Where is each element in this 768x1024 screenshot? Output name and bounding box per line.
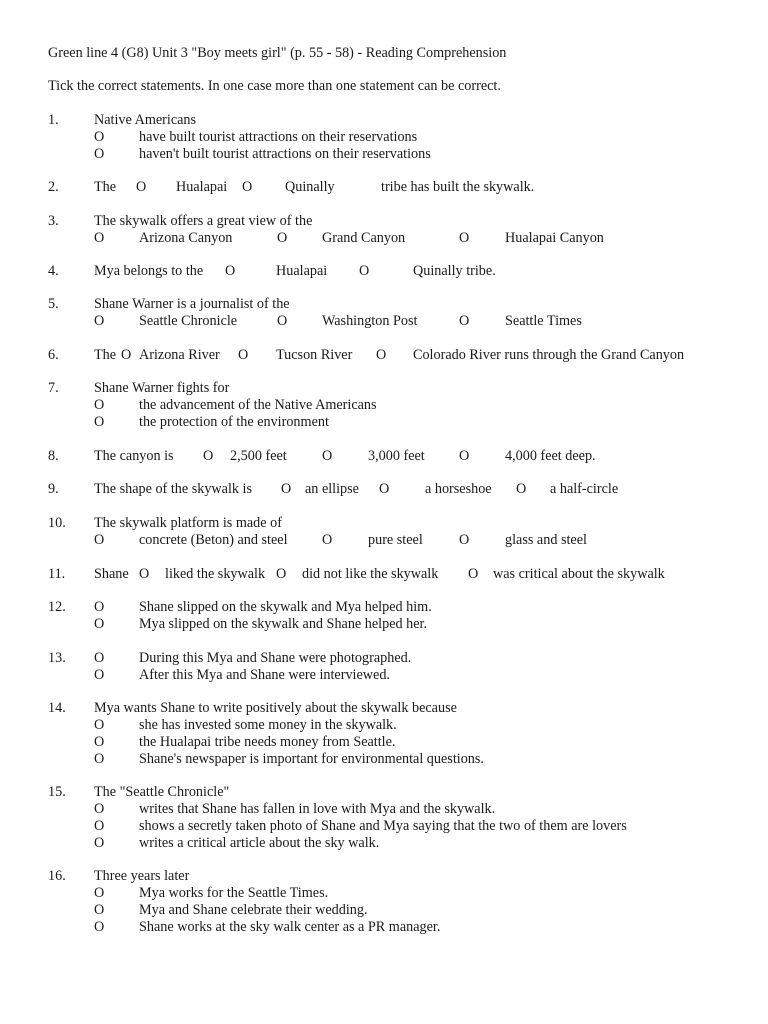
option-circle[interactable]: O: [225, 263, 236, 279]
option-text: Tucson River: [276, 347, 353, 363]
instructions: Tick the correct statements. In one case more than one statement can be correct.: [48, 78, 501, 94]
option-text: Colorado River runs through the Grand Canyon: [413, 347, 685, 363]
option-circle[interactable]: O: [277, 313, 288, 329]
question-stem: Shane: [94, 566, 129, 582]
question-number: 1.: [48, 112, 59, 128]
option-text: did not like the skywalk: [302, 566, 439, 582]
option-text: Shane slipped on the skywalk and Mya helped him.: [139, 599, 432, 615]
option-text: Seattle Times: [505, 313, 582, 329]
option-text: shows a secretly taken photo of Shane and Mya saying that the two of them are lovers: [139, 818, 627, 834]
option-text: Shane works at the sky walk center as a PR manager.: [139, 919, 441, 935]
option-text: Mya slipped on the skywalk and Shane helped her.: [139, 616, 428, 632]
option-text: a half-circle: [550, 481, 619, 497]
worksheet-title: Green line 4 (G8) Unit 3 "Boy meets girl" (p. 55 - 58) - Reading Comprehension: [48, 45, 507, 61]
option-circle[interactable]: O: [94, 902, 105, 918]
option-circle[interactable]: O: [459, 313, 470, 329]
option-text: concrete (Beton) and steel: [139, 532, 288, 548]
question-stem: Mya belongs to the: [94, 263, 204, 279]
option-circle[interactable]: O: [468, 566, 479, 582]
option-circle[interactable]: O: [277, 230, 288, 246]
question-number: 14.: [48, 700, 66, 716]
question-stem: Shane Warner fights for: [94, 380, 230, 396]
option-text: pure steel: [368, 532, 423, 548]
option-circle[interactable]: O: [459, 532, 470, 548]
question-stem: The canyon is: [94, 448, 174, 464]
option-circle[interactable]: O: [459, 230, 470, 246]
option-circle[interactable]: O: [94, 650, 105, 666]
question-number: 11.: [48, 566, 66, 582]
question-number: 6.: [48, 347, 59, 363]
option-circle[interactable]: O: [94, 414, 105, 430]
option-text: After this Mya and Shane were interviewed.: [139, 667, 390, 683]
question-stem: The "Seattle Chronicle": [94, 784, 230, 800]
option-circle[interactable]: O: [203, 448, 214, 464]
question-number: 9.: [48, 481, 59, 497]
question-stem: Three years later: [94, 868, 190, 884]
option-text: have built tourist attractions on their reservations: [139, 129, 418, 145]
question-stem: Shane Warner is a journalist of the: [94, 296, 290, 312]
question-number: 7.: [48, 380, 59, 396]
option-circle[interactable]: O: [242, 179, 253, 195]
option-circle[interactable]: O: [322, 448, 333, 464]
question-stem: The skywalk offers a great view of the: [94, 213, 313, 229]
question-number: 12.: [48, 599, 66, 615]
option-text: was critical about the skywalk: [493, 566, 665, 582]
option-text: Quinally: [285, 179, 335, 195]
option-text: Seattle Chronicle: [139, 313, 238, 329]
option-circle[interactable]: O: [94, 734, 105, 750]
question-stem: Mya wants Shane to write positively about the skywalk because: [94, 700, 457, 716]
option-text: Mya works for the Seattle Times.: [139, 885, 329, 901]
option-text: 3,000 feet: [368, 448, 425, 464]
option-circle[interactable]: O: [376, 347, 387, 363]
option-circle[interactable]: O: [94, 146, 105, 162]
option-circle[interactable]: O: [94, 397, 105, 413]
option-text: Grand Canyon: [322, 230, 406, 246]
question-stem: The: [94, 347, 117, 363]
option-circle[interactable]: O: [379, 481, 390, 497]
question-number: 5.: [48, 296, 59, 312]
option-text: an ellipse: [305, 481, 359, 497]
question-stem: The skywalk platform is made of: [94, 515, 282, 531]
option-circle[interactable]: O: [121, 347, 132, 363]
question-number: 4.: [48, 263, 59, 279]
question-number: 2.: [48, 179, 59, 195]
option-circle[interactable]: O: [94, 717, 105, 733]
question-stem: Native Americans: [94, 112, 197, 128]
question-number: 8.: [48, 448, 59, 464]
option-text: writes that Shane has fallen in love with Mya and the skywalk.: [139, 801, 496, 817]
question-number: 16.: [48, 868, 66, 884]
option-circle[interactable]: O: [281, 481, 292, 497]
option-circle[interactable]: O: [94, 801, 105, 817]
option-text: Arizona River: [139, 347, 220, 363]
option-text: glass and steel: [505, 532, 587, 548]
option-text: 4,000 feet deep.: [505, 448, 596, 464]
option-circle[interactable]: O: [94, 599, 105, 615]
option-circle[interactable]: O: [94, 751, 105, 767]
option-circle[interactable]: O: [94, 230, 105, 246]
option-circle[interactable]: O: [94, 129, 105, 145]
question-stem: The: [94, 179, 117, 195]
option-text: she has invested some money in the skywalk.: [139, 717, 397, 733]
option-circle[interactable]: O: [238, 347, 249, 363]
option-circle[interactable]: O: [94, 667, 105, 683]
question-number: 13.: [48, 650, 66, 666]
option-text: a horseshoe: [425, 481, 492, 497]
option-text: writes a critical article about the sky walk.: [139, 835, 380, 851]
question-stem-end: tribe has built the skywalk.: [381, 179, 535, 195]
option-circle[interactable]: O: [276, 566, 287, 582]
option-circle[interactable]: O: [516, 481, 527, 497]
question-number: 10.: [48, 515, 66, 531]
option-text: Quinally tribe.: [413, 263, 496, 279]
option-circle[interactable]: O: [94, 313, 105, 329]
option-circle[interactable]: O: [94, 616, 105, 632]
option-text: the protection of the environment: [139, 414, 329, 430]
option-text: the Hualapai tribe needs money from Seattle.: [139, 734, 396, 750]
option-circle[interactable]: O: [94, 919, 105, 935]
option-circle[interactable]: O: [94, 835, 105, 851]
option-circle[interactable]: O: [139, 566, 150, 582]
option-circle[interactable]: O: [94, 818, 105, 834]
question-number: 3.: [48, 213, 59, 229]
option-text: 2,500 feet: [230, 448, 287, 464]
option-circle[interactable]: O: [94, 532, 105, 548]
option-text: Washington Post: [322, 313, 418, 329]
question-number: 15.: [48, 784, 66, 800]
option-text: liked the skywalk: [165, 566, 266, 582]
option-text: Shane's newspaper is important for environmental questions.: [139, 751, 484, 767]
option-text: the advancement of the Native Americans: [139, 397, 377, 413]
option-text: Mya and Shane celebrate their wedding.: [139, 902, 368, 918]
option-text: haven't built tourist attractions on their reservations: [139, 146, 431, 162]
option-circle[interactable]: O: [136, 179, 147, 195]
option-circle[interactable]: O: [359, 263, 370, 279]
option-text: Hualapai: [176, 179, 228, 195]
option-circle[interactable]: O: [459, 448, 470, 464]
option-text: Arizona Canyon: [139, 230, 233, 246]
option-text: During this Mya and Shane were photographed.: [139, 650, 412, 666]
option-text: Hualapai: [276, 263, 328, 279]
option-text: Hualapai Canyon: [505, 230, 604, 246]
question-stem: The shape of the skywalk is: [94, 481, 252, 497]
option-circle[interactable]: O: [322, 532, 333, 548]
option-circle[interactable]: O: [94, 885, 105, 901]
